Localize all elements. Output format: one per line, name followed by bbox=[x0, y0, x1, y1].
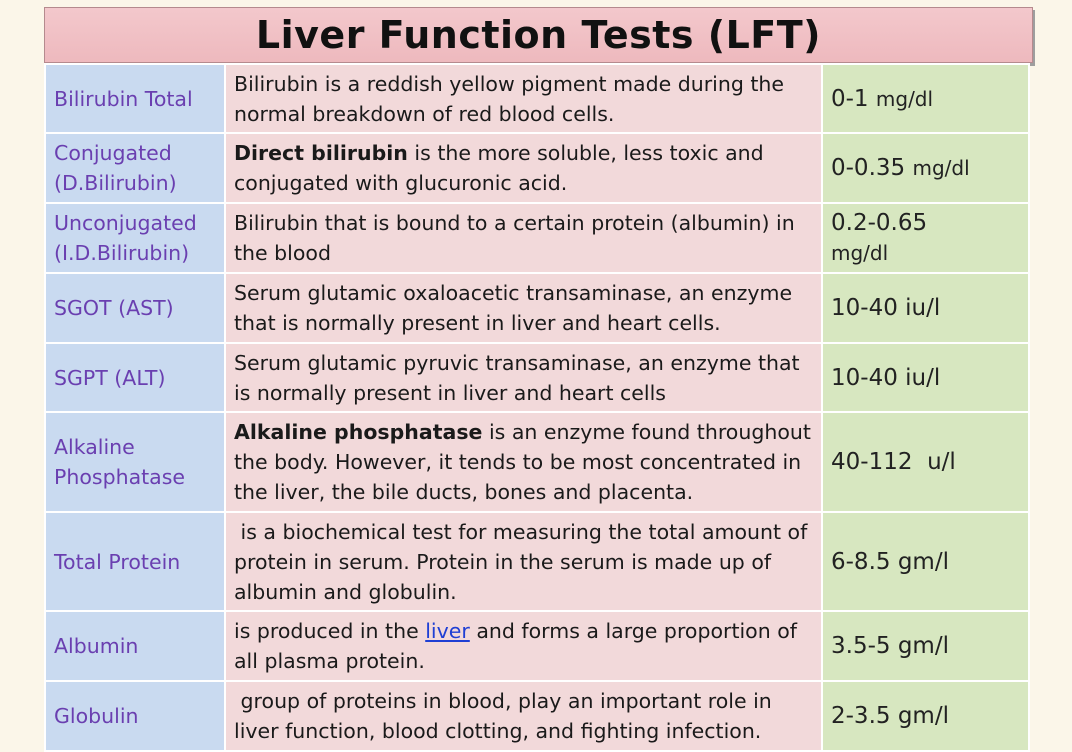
test-name: SGOT (AST) bbox=[45, 273, 225, 343]
title-banner bbox=[44, 7, 1033, 63]
table-row bbox=[45, 512, 1029, 611]
test-name: Total Protein bbox=[45, 512, 225, 611]
normal-range: 3.5-5 gm/l bbox=[822, 611, 1029, 681]
table-row bbox=[45, 611, 1029, 681]
normal-range: 10-40 iu/l bbox=[822, 273, 1029, 343]
test-description: Bilirubin that is bound to a certain protein (albumin) in the blood bbox=[225, 203, 822, 273]
normal-range: 0-0.35 mg/dl bbox=[822, 133, 1029, 203]
normal-range: 2-3.5 gm/l bbox=[822, 681, 1029, 751]
test-description: is a biochemical test for measuring the total amount of protein in serum. Protein in the serum is made up of albumin and globulin. bbox=[225, 512, 822, 611]
test-name: Albumin bbox=[45, 611, 225, 681]
test-name: Conjugated (D.Bilirubin) bbox=[45, 133, 225, 203]
lft-table bbox=[44, 63, 1030, 752]
test-description: Serum glutamic oxaloacetic transaminase, an enzyme that is normally present in liver and heart cells. bbox=[225, 273, 822, 343]
test-description: is produced in the liver and forms a large proportion of all plasma protein. bbox=[225, 611, 822, 681]
test-description: Direct bilirubin is the more soluble, less toxic and conjugated with glucuronic acid. bbox=[225, 133, 822, 203]
test-description: Alkaline phosphatase is an enzyme found throughout the body. However, it tends to be most concentrated in the liver, the bile ducts, bones and placenta. bbox=[225, 412, 822, 512]
table-row bbox=[45, 64, 1029, 133]
normal-range: 10-40 iu/l bbox=[822, 343, 1029, 412]
normal-range: 0-1 mg/dl bbox=[822, 64, 1029, 133]
test-description: Serum glutamic pyruvic transaminase, an enzyme that is normally present in liver and heart cells bbox=[225, 343, 822, 412]
liver-link[interactable]: liver bbox=[425, 619, 470, 643]
normal-range: 40-112 u/l bbox=[822, 412, 1029, 512]
test-description: group of proteins in blood, play an important role in liver function, blood clotting, and fighting infection. bbox=[225, 681, 822, 751]
table-row bbox=[45, 681, 1029, 751]
table-row bbox=[45, 133, 1029, 203]
table-row bbox=[45, 343, 1029, 412]
table-row bbox=[45, 273, 1029, 343]
test-description: Bilirubin is a reddish yellow pigment made during the normal breakdown of red blood cells. bbox=[225, 64, 822, 133]
test-name: Alkaline Phosphatase bbox=[45, 412, 225, 512]
normal-range: 0.2-0.65 mg/dl bbox=[822, 203, 1029, 273]
test-name: Bilirubin Total bbox=[45, 64, 225, 133]
table-row bbox=[45, 203, 1029, 273]
test-name: Globulin bbox=[45, 681, 225, 751]
test-name: SGPT (ALT) bbox=[45, 343, 225, 412]
table-row bbox=[45, 412, 1029, 512]
normal-range: 6-8.5 gm/l bbox=[822, 512, 1029, 611]
page-title: Liver Function Tests (LFT) bbox=[255, 13, 822, 57]
test-name: Unconjugated (I.D.Bilirubin) bbox=[45, 203, 225, 273]
